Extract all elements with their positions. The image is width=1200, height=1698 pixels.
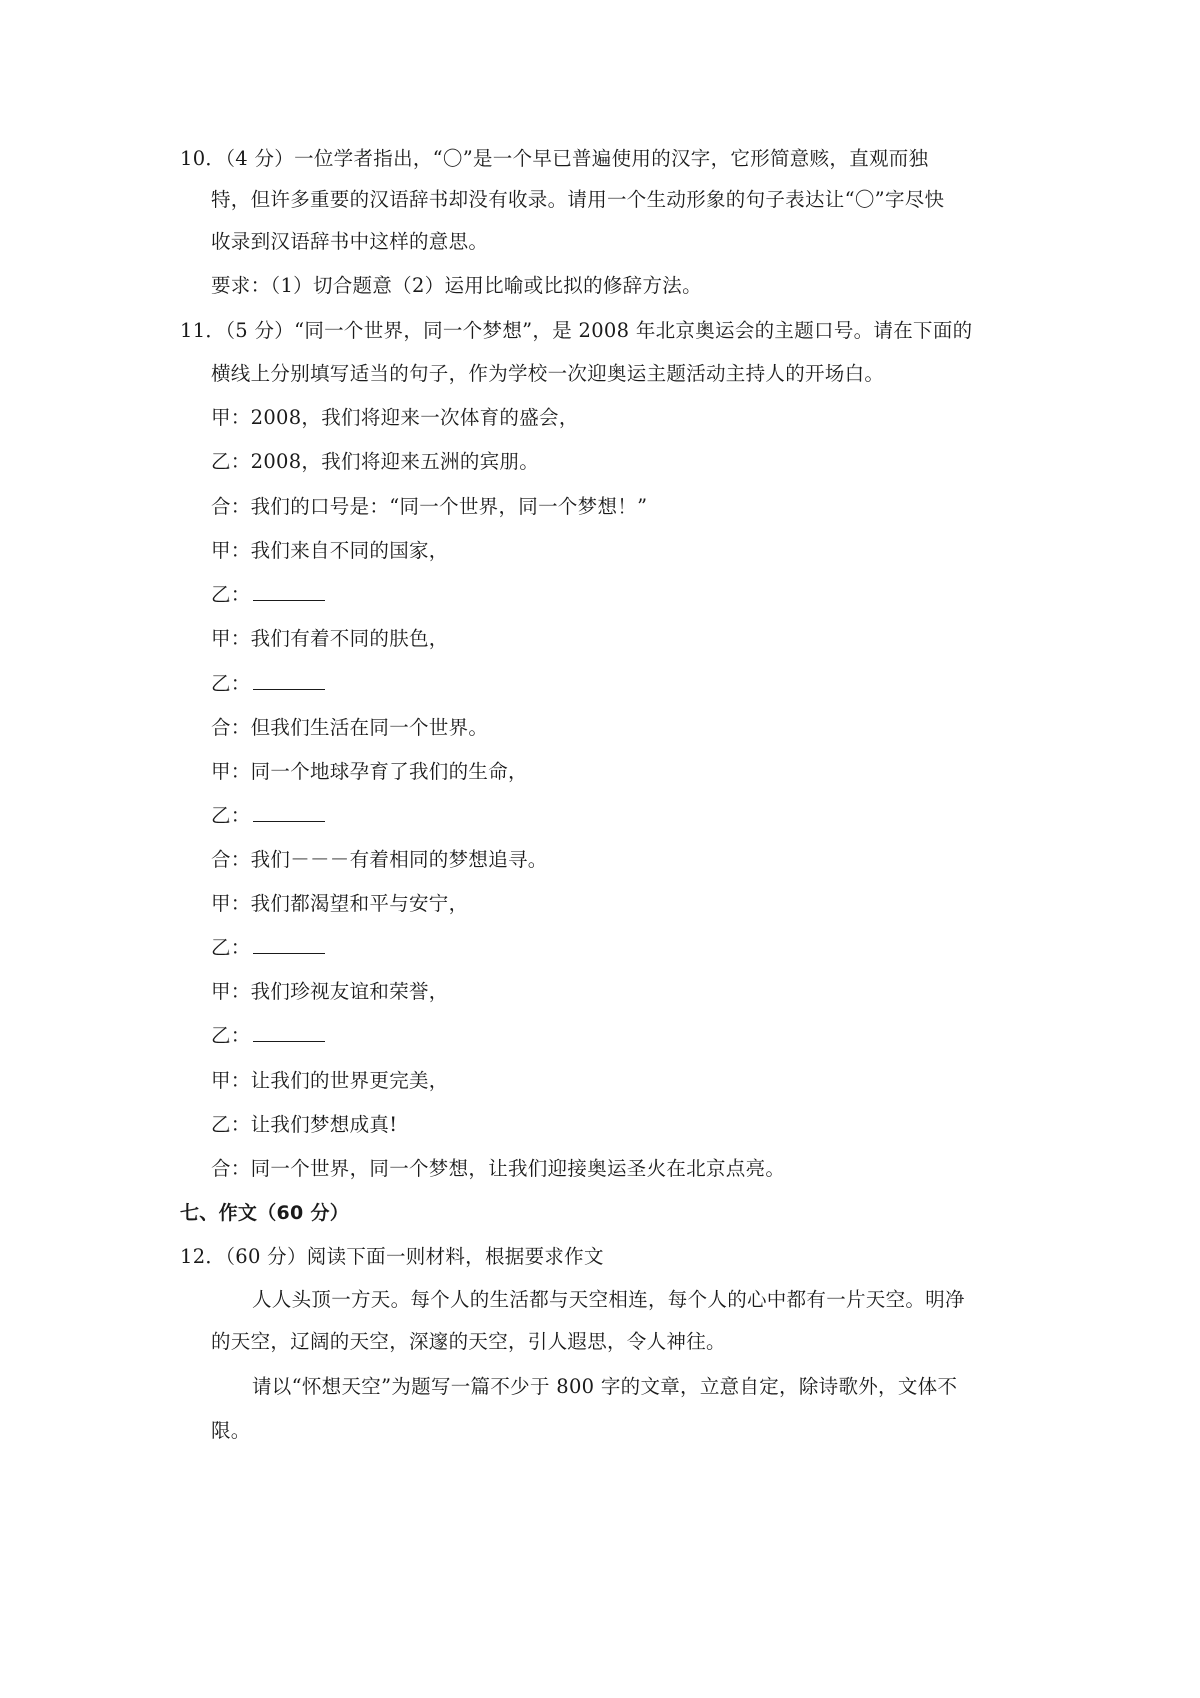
dialogue-text: 让我们的世界更完美，: [250, 1069, 449, 1092]
answer-blank[interactable]: [253, 1023, 325, 1042]
q12-prompt-line-2: 限。: [211, 1419, 251, 1442]
dialogue-text: 让我们梦想成真!: [250, 1113, 398, 1136]
answer-blank[interactable]: [253, 803, 325, 822]
q11-line-2: 横线上分别填写适当的句子，作为学校一次迎奥运主题活动主持人的开场白。: [211, 362, 885, 385]
dialogue-text: 同一个地球孕育了我们的生命，: [250, 760, 528, 783]
speaker-label: 合：: [211, 1157, 251, 1180]
dialogue-line: [211, 803, 325, 829]
dialogue-text: 我们珍视友谊和荣誉，: [250, 980, 449, 1003]
dialogue-line: [211, 979, 449, 1005]
dialogue-line: [211, 935, 325, 961]
dialogue-text: 我们都渴望和平与安宁，: [250, 892, 469, 915]
speaker-label: 乙：: [211, 1024, 251, 1047]
answer-blank[interactable]: [253, 671, 325, 690]
section-heading: 七、作文（60 分）: [180, 1202, 350, 1224]
speaker-label: 合：: [211, 716, 251, 739]
q12-material-line-2: 的天空，辽阔的天空，深邃的天空，引人遐思，令人神往。: [211, 1330, 726, 1353]
dialogue-line: [211, 759, 528, 785]
dialogue-line: [211, 891, 468, 917]
answer-blank[interactable]: [253, 582, 325, 601]
dialogue-text: 我们－－－有着相同的梦想追寻。: [250, 848, 548, 871]
speaker-label: 甲：: [211, 1069, 251, 1092]
q12-material-line-1: 人人头顶一方天。每个人的生活都与天空相连，每个人的心中都有一片天空。明净: [252, 1288, 965, 1311]
dialogue-line: [211, 1068, 449, 1094]
speaker-label: 乙：: [211, 583, 251, 606]
dialogue-text: 2008，我们将迎来一次体育的盛会，: [250, 406, 579, 429]
q10-line-2: 特，但许多重要的汉语辞书却没有收录。请用一个生动形象的句子表达让“〇”字尽快: [211, 188, 945, 211]
speaker-label: 乙：: [211, 450, 251, 473]
speaker-label: 甲：: [211, 539, 251, 562]
q10-line-1: 10．（4 分）一位学者指出，“〇”是一个早已普遍使用的汉字，它形简意赅，直观而独: [180, 147, 929, 170]
speaker-label: 乙：: [211, 804, 251, 827]
speaker-label: 合：: [211, 848, 251, 871]
speaker-label: 甲：: [211, 760, 251, 783]
answer-blank[interactable]: [253, 935, 325, 954]
dialogue-line: [211, 847, 548, 873]
dialogue-line: [211, 1156, 785, 1182]
dialogue-line: [211, 405, 579, 431]
speaker-label: 甲：: [211, 627, 251, 650]
dialogue-line: [211, 538, 449, 564]
dialogue-text: 我们有着不同的肤色，: [250, 627, 449, 650]
dialogue-line: [211, 671, 325, 697]
q10-requirement: 要求：（1）切合题意（2）运用比喻或比拟的修辞方法。: [211, 274, 702, 297]
speaker-label: 乙：: [211, 936, 251, 959]
speaker-label: 乙：: [211, 1113, 251, 1136]
dialogue-line: [211, 449, 539, 475]
dialogue-line: [211, 1112, 397, 1138]
q11-line-1: 11．（5 分）“同一个世界，同一个梦想”，是 2008 年北京奥运会的主题口号。请在下面的: [180, 319, 973, 342]
dialogue-text: 我们来自不同的国家，: [250, 539, 449, 562]
q10-line-3: 收录到汉语辞书中这样的意思。: [211, 230, 489, 253]
speaker-label: 合：: [211, 495, 251, 518]
speaker-label: 甲：: [211, 892, 251, 915]
speaker-label: 甲：: [211, 406, 251, 429]
dialogue-text: 同一个世界，同一个梦想，让我们迎接奥运圣火在北京点亮。: [250, 1157, 786, 1180]
dialogue-text: 我们的口号是：“同一个世界，同一个梦想！”: [250, 495, 648, 518]
speaker-label: 乙：: [211, 672, 251, 695]
dialogue-line: [211, 494, 647, 520]
dialogue-line: [211, 582, 325, 608]
speaker-label: 甲：: [211, 980, 251, 1003]
q12-prompt-line-1: 请以“怀想天空”为题写一篇不少于 800 字的文章，立意自定，除诗歌外，文体不: [252, 1375, 958, 1398]
dialogue-text: 但我们生活在同一个世界。: [250, 716, 489, 739]
dialogue-line: [211, 715, 488, 741]
dialogue-text: 2008，我们将迎来五洲的宾朋。: [250, 450, 540, 473]
dialogue-line: [211, 1023, 325, 1049]
q12-line-1: 12．（60 分）阅读下面一则材料，根据要求作文: [180, 1245, 604, 1268]
dialogue-line: [211, 626, 449, 652]
